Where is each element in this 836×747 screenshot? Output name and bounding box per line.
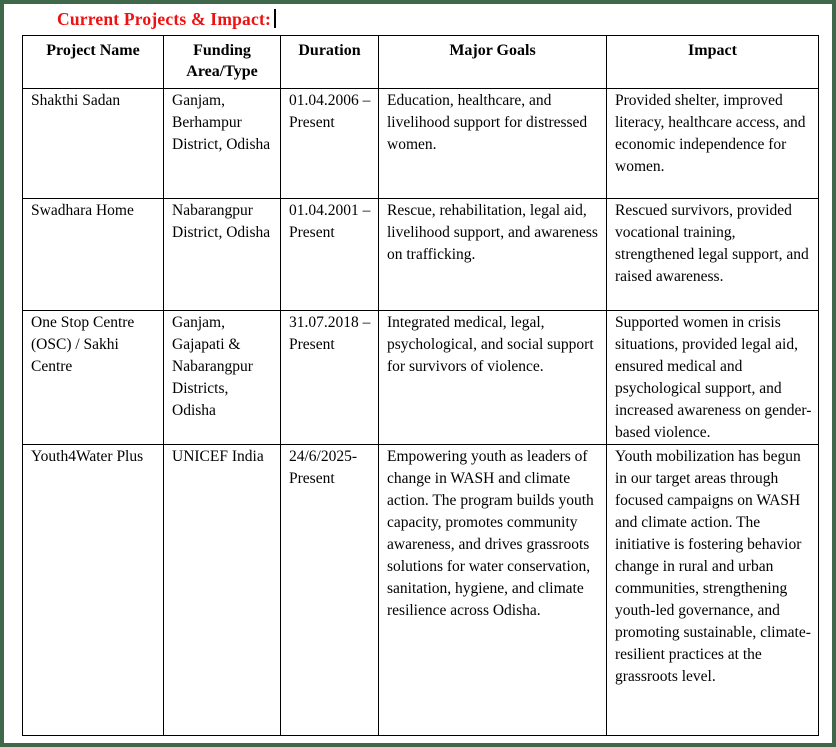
column-header-funding-area-type: Funding Area/Type — [164, 36, 281, 89]
cell-impact[interactable]: Youth mobilization has begun in our target areas through focused campaigns on WASH and climate action. The initiative is fostering behavior change in rural and urban communities, strengthening youth-led governance, and promoting sustainable, climate-resilient practices at the grassroots level. — [607, 445, 819, 736]
projects-table — [22, 35, 819, 736]
table-row — [23, 199, 819, 311]
table-row — [23, 311, 819, 445]
cell-major-goals[interactable]: Education, healthcare, and livelihood support for distressed women. — [379, 89, 607, 199]
column-header-duration: Duration — [281, 36, 379, 89]
cell-duration[interactable]: 24/6/2025- Present — [281, 445, 379, 736]
cell-major-goals[interactable]: Empowering youth as leaders of change in WASH and climate action. The program builds youth capacity, promotes community awareness, and drives grassroots solutions for water conservation, sanitation, hygiene, and climate resilience across Odisha. — [379, 445, 607, 736]
cell-impact[interactable]: Supported women in crisis situations, provided legal aid, ensured medical and psychological support, and increased awareness on gender-based violence. — [607, 311, 819, 445]
cell-funding-area[interactable]: Ganjam, Gajapati & Nabarangpur Districts, Odisha — [164, 311, 281, 445]
cell-funding-area[interactable]: Ganjam, Berhampur District, Odisha — [164, 89, 281, 199]
cell-project-name[interactable]: Swadhara Home — [23, 199, 164, 311]
cell-project-name[interactable]: Youth4Water Plus — [23, 445, 164, 736]
cell-duration[interactable]: 31.07.2018 – Present — [281, 311, 379, 445]
header-row — [23, 36, 819, 89]
cell-impact[interactable]: Rescued survivors, provided vocational training, strengthened legal support, and raised awareness. — [607, 199, 819, 311]
text-cursor — [274, 9, 276, 28]
cell-duration[interactable]: 01.04.2006 – Present — [281, 89, 379, 199]
cell-impact[interactable]: Provided shelter, improved literacy, healthcare access, and economic independence for women. — [607, 89, 819, 199]
title-text: Current Projects & Impact: — [57, 9, 272, 29]
cell-major-goals[interactable]: Rescue, rehabilitation, legal aid, livelihood support, and awareness on trafficking. — [379, 199, 607, 311]
table-row — [23, 445, 819, 736]
cell-duration[interactable]: 01.04.2001 – Present — [281, 199, 379, 311]
column-header-project-name: Project Name — [23, 36, 164, 89]
cell-project-name[interactable]: Shakthi Sadan — [23, 89, 164, 199]
document-title[interactable] — [57, 9, 276, 33]
cell-funding-area[interactable]: Nabarangpur District, Odisha — [164, 199, 281, 311]
table-row — [23, 89, 819, 199]
column-header-impact: Impact — [607, 36, 819, 89]
cell-major-goals[interactable]: Integrated medical, legal, psychological, and social support for survivors of violence. — [379, 311, 607, 445]
column-header-major-goals: Major Goals — [379, 36, 607, 89]
cell-funding-area[interactable]: UNICEF India — [164, 445, 281, 736]
cell-project-name[interactable]: One Stop Centre (OSC) / Sakhi Centre — [23, 311, 164, 445]
